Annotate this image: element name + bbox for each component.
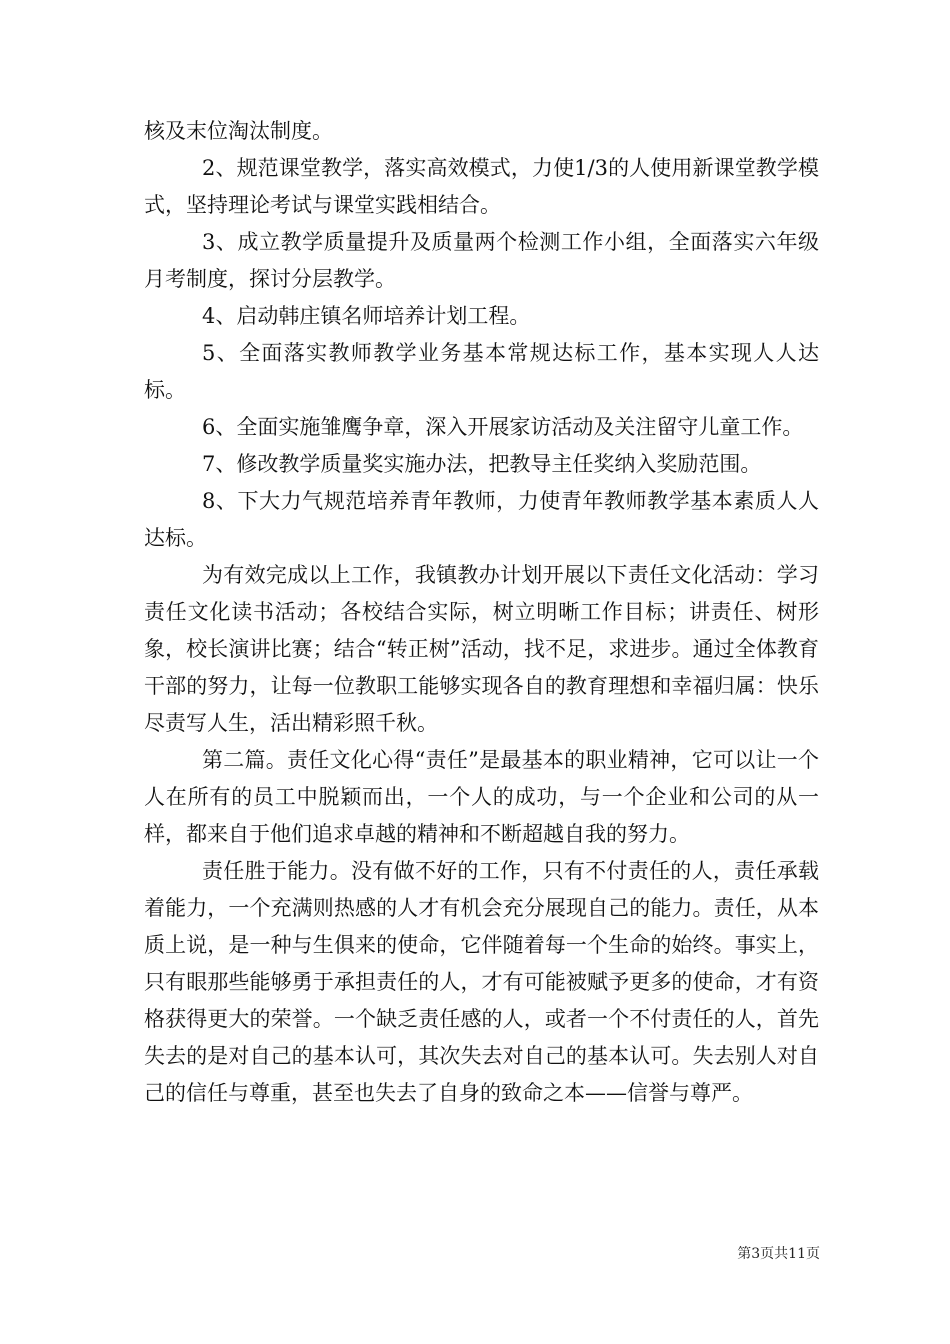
paragraph-item-8: 8、下大力气规范培养青年教师，力使青年教师教学基本素质人人达标。 <box>144 489 819 550</box>
paragraph-item-6: 6、全面实施雏鹰争章，深入开展家访活动及关注留守儿童工作。 <box>202 415 804 439</box>
paragraph-item-2: 2、规范课堂教学，落实高效模式，力使1/3的人使用新课堂教学模式，坚持理论考试与课堂实践相结合。 <box>144 156 819 217</box>
paragraph-item-3: 3、成立教学质量提升及质量两个检测工作小组，全面落实六年级月考制度，探讨分层教学。 <box>144 230 819 291</box>
page-number-footer: 第3页共11页 <box>737 1246 820 1262</box>
paragraph-second-chapter: 第二篇。责任文化心得“责任”是最基本的职业精神，它可以让一个人在所有的员工中脱颖而出，一个人的成功，与一个企业和公司的从一样，都来自于他们追求卓越的精神和不断超越自我的努力。 <box>144 748 819 846</box>
paragraph-item-5: 5、全面落实教师教学业务基本常规达标工作，基本实现人人达标。 <box>144 341 819 402</box>
paragraph-item-4: 4、启动韩庄镇名师培养计划工程。 <box>202 304 531 328</box>
paragraph-responsibility: 责任胜于能力。没有做不好的工作，只有不付责任的人，责任承载着能力，一个充满则热感的人才有机会充分展现自己的能力。责任，从本质上说，是一种与生俱来的使命，它伴随着每一个生命的始终。事实上，只有眼那些能够勇于承担责任的人，才有可能被赋予更多的使命，才有资格获得更大的荣誉。一个缺乏责任感的人，或者一个不付责任的人，首先失去的是对自己的基本认可，其次失去对自己的基本认可。失去别人对自己的信任与尊重，甚至也失去了自身的致命之本——信誉与尊严。 <box>144 859 819 1105</box>
document-body <box>144 113 819 1112</box>
paragraph-activities: 为有效完成以上工作，我镇教办计划开展以下责任文化活动：学习责任文化读书活动；各校结合实际，树立明晰工作目标；讲责任、树形象，校长演讲比赛；结合“转正树”活动，找不足，求进步。通过全体教育干部的努力，让每一位教职工能够实现各自的教育理想和幸福归属：快乐尽责写人生，活出精彩照千秋。 <box>144 563 819 735</box>
paragraph-continuation: 核及末位淘汰制度。 <box>144 119 333 143</box>
paragraph-item-7: 7、修改教学质量奖实施办法，把教导主任奖纳入奖励范围。 <box>202 452 762 476</box>
